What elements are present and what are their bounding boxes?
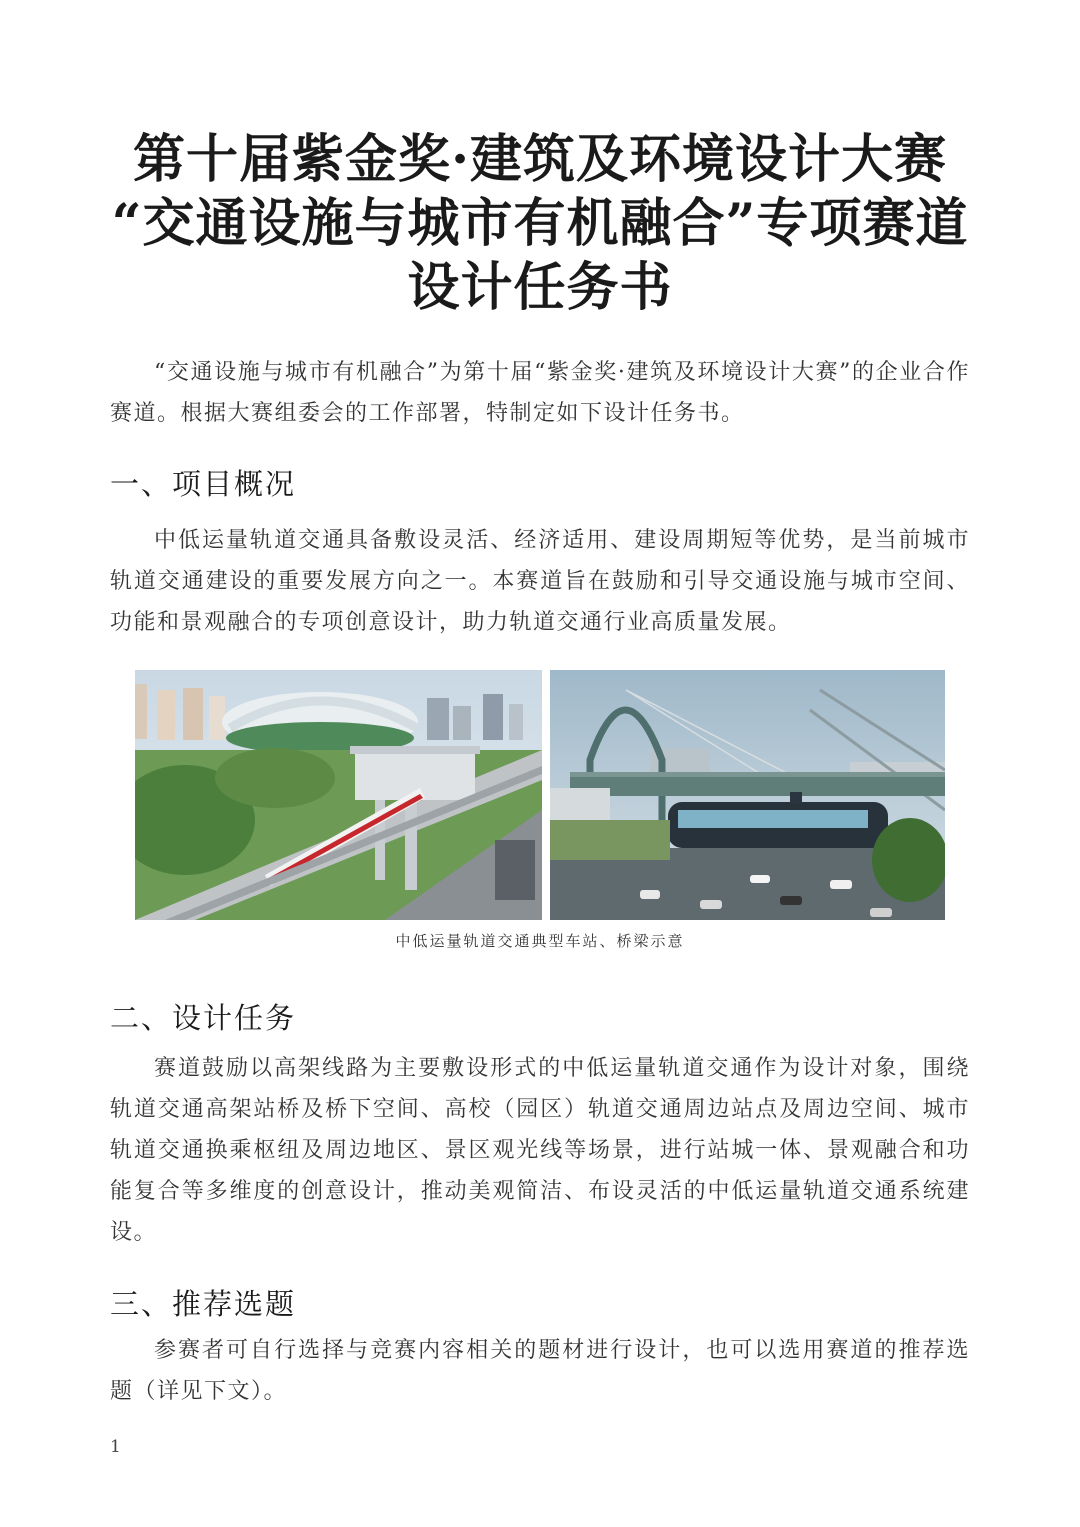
intro-paragraph: “交通设施与城市有机融合”为第十届“紫金奖·建筑及环境设计大赛”的企业合作赛道。根据大赛组委会的工作部署，特制定如下设计任务书。 [110, 360, 970, 426]
figure-photos [135, 670, 945, 920]
section-3-body: 参赛者可自行选择与竞赛内容相关的题材进行设计，也可以选用赛道的推荐选题（详见下文）。 [110, 1338, 970, 1404]
section-1-heading: 一、项目概况 [110, 467, 297, 501]
title-line-3: 设计任务书 [407, 257, 673, 318]
monorail-station-photo [135, 670, 542, 920]
title-line-1: 第十届紫金奖·建筑及环境设计大赛 [132, 129, 948, 190]
figure-caption: 中低运量轨道交通典型车站、桥梁示意 [395, 932, 685, 950]
section-3-heading: 三、推荐选题 [110, 1287, 297, 1321]
title-line-2: “交通设施与城市有机融合”专项赛道 [111, 193, 969, 254]
page-number: 1 [110, 1437, 121, 1457]
section-2-heading: 二、设计任务 [110, 1001, 297, 1035]
section-1-body: 中低运量轨道交通具备敷设灵活、经济适用、建设周期短等优势，是当前城市轨道交通建设的重要发展方向之一。本赛道旨在鼓励和引导交通设施与城市空间、功能和景观融合的专项创意设计，助力轨道交通行业高质量发展。 [110, 528, 970, 635]
suspended-monorail-bridge-photo [550, 670, 945, 920]
section-2-body: 赛道鼓励以高架线路为主要敷设形式的中低运量轨道交通作为设计对象，围绕轨道交通高架站桥及桥下空间、高校（园区）轨道交通周边站点及周边空间、城市轨道交通换乘枢纽及周边地区、景区观光线等场景，进行站城一体、景观融合和功能复合等多维度的创意设计，推动美观简洁、布设灵活的中低运量轨道交通系统建设。 [110, 1056, 970, 1245]
document-title [100, 128, 980, 320]
